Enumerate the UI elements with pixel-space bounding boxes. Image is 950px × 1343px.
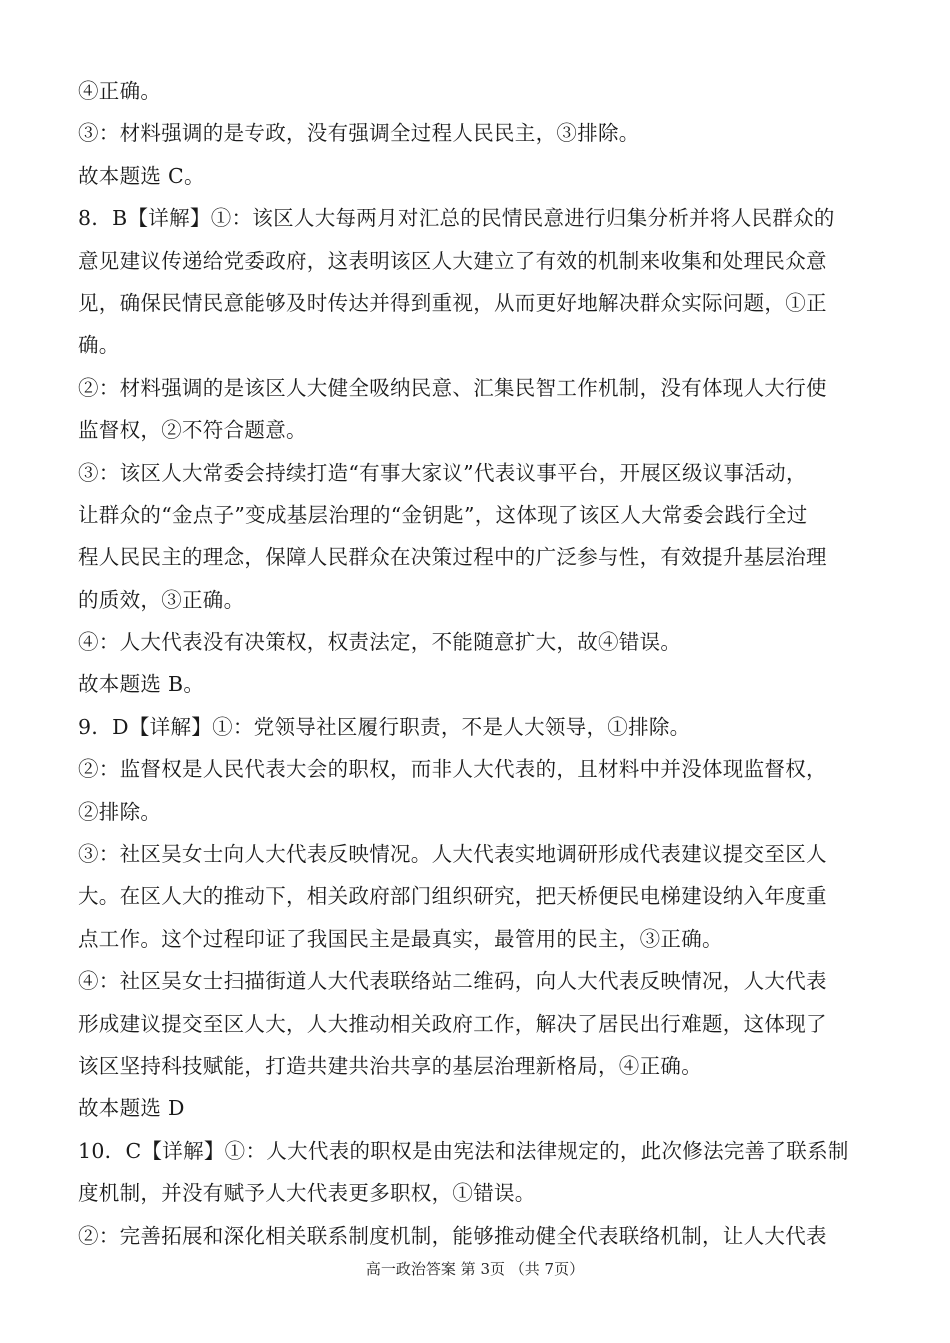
text-line: 形成建议提交至区人大，人大推动相关政府工作，解决了居民出行难题，这体现了 bbox=[78, 1011, 827, 1036]
text-line: ②：完善拓展和深化相关联系制度机制，能够推动健全代表联络机制，让人大代表 bbox=[78, 1223, 827, 1248]
text-line: ③：社区吴女士向人大代表反映情况。人大代表实地调研形成代表建议提交至区人 bbox=[78, 842, 827, 867]
text-line: 意见建议传递给党委政府，这表明该区人大建立了有效的机制来收集和处理民众意 bbox=[78, 248, 827, 273]
text-line: 9．D【详解】①：党领导社区履行职责，不是人大领导，①排除。 bbox=[78, 714, 691, 739]
text-line: 故本题选 D bbox=[78, 1096, 185, 1121]
text-line: 8．B【详解】①：该区人大每两月对汇总的民情民意进行归集分析并将人民群众的 bbox=[78, 206, 835, 231]
text-line: 该区坚持科技赋能，打造共建共治共享的基层治理新格局，④正确。 bbox=[78, 1053, 702, 1078]
text-line: 的质效，③正确。 bbox=[78, 587, 245, 612]
text-line: ③：材料强调的是专政，没有强调全过程人民民主，③排除。 bbox=[78, 121, 640, 146]
text-line: ②：材料强调的是该区人大健全吸纳民意、汇集民智工作机制，没有体现人大行使 bbox=[78, 375, 827, 400]
text-line: ④正确。 bbox=[78, 79, 162, 103]
text-line: ②：监督权是人民代表大会的职权，而非人大代表的，且材料中并没体现监督权， bbox=[78, 757, 827, 782]
text-line: 程人民民主的理念，保障人民群众在决策过程中的广泛参与性，有效提升基层治理 bbox=[78, 545, 827, 570]
answer-text-body bbox=[78, 70, 878, 1257]
text-line: ②排除。 bbox=[78, 799, 162, 824]
text-line: 确。 bbox=[78, 333, 120, 358]
text-line: 点工作。这个过程印证了我国民主是最真实，最管用的民主，③正确。 bbox=[78, 926, 723, 951]
text-line: ④：社区吴女士扫描街道人大代表联络站二维码，向人大代表反映情况，人大代表 bbox=[78, 969, 827, 994]
text-line: 故本题选 B。 bbox=[78, 672, 205, 697]
text-line: 大。在区人大的推动下，相关政府部门组织研究，把天桥便民电梯建设纳入年度重 bbox=[78, 884, 827, 909]
text-line: 监督权，②不符合题意。 bbox=[78, 418, 307, 443]
text-line: 让群众的“金点子”变成基层治理的“金钥匙”，这体现了该区人大常委会践行全过 bbox=[78, 502, 808, 527]
text-line: 10．C【详解】①：人大代表的职权是由宪法和法律规定的，此次修法完善了联系制 bbox=[78, 1138, 849, 1163]
text-line: 见，确保民情民意能够及时传达并得到重视，从而更好地解决群众实际问题，①正 bbox=[78, 290, 827, 315]
page-footer: 高一政治答案 第 3页 （共 7页） bbox=[365, 1260, 585, 1278]
text-line: ④：人大代表没有决策权，权责法定，不能随意扩大，故④错误。 bbox=[78, 630, 682, 655]
text-line: 度机制，并没有赋予人大代表更多职权，①错误。 bbox=[78, 1181, 536, 1206]
text-line: ③：该区人大常委会持续打造“有事大家议”代表议事平台，开展区级议事活动， bbox=[78, 460, 807, 485]
text-line: 故本题选 C。 bbox=[78, 163, 205, 188]
